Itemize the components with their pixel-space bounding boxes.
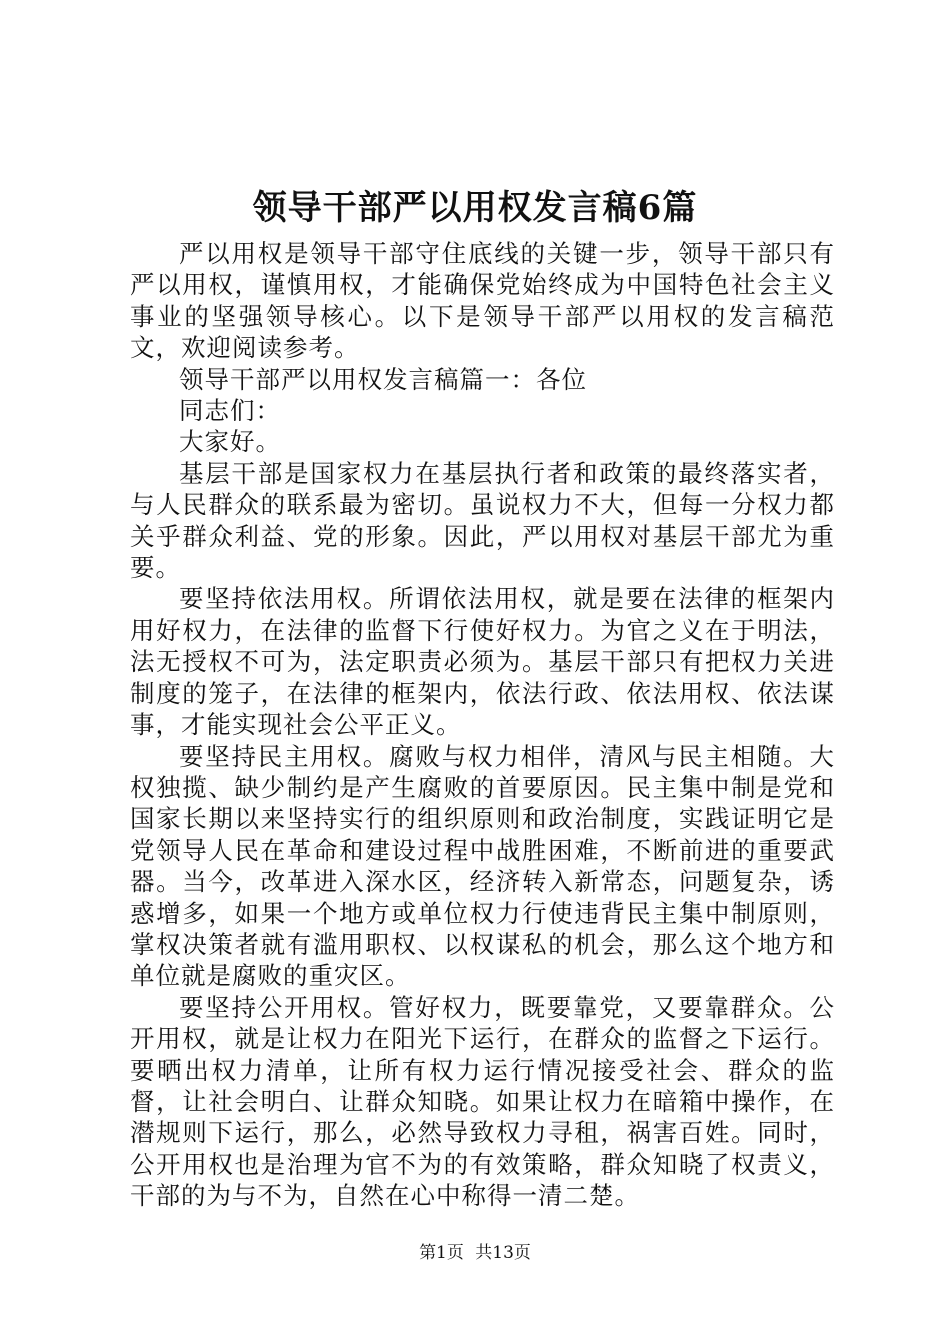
body-paragraph: 要坚持依法用权。所谓依法用权，就是要在法律的框架内用好权力，在法律的监督下行使好权力。为官之义在于明法，法无授权不可为，法定职责必须为。基层干部只有把权力关进制度的笼子，在法律的框架内，依法行政、依法用权、依法谋事，才能实现社会公平正义。: [130, 584, 835, 740]
body-paragraph: 基层干部是国家权力在基层执行者和政策的最终落实者，与人民群众的联系最为密切。虽说权力不大，但每一分权力都关乎群众利益、党的形象。因此，严以用权对基层干部尤为重要。: [130, 458, 835, 583]
body-paragraph: 要坚持公开用权。管好权力，既要靠党，又要靠群众。公开用权，就是让权力在阳光下运行，在群众的监督之下运行。要晒出权力清单，让所有权力运行情况接受社会、群众的监督，让社会明白、让群众知晓。如果让权力在暗箱中操作，在潜规则下运行，那么，必然导致权力寻租，祸害百姓。同时，公开用权也是治理为官不为的有效策略，群众知晓了权责义，干部的为与不为，自然在心中称得一清二楚。: [130, 992, 835, 1211]
body-paragraph: 严以用权是领导干部守住底线的关键一步，领导干部只有严以用权，谨慎用权，才能确保党始终成为中国特色社会主义事业的坚强领导核心。以下是领导干部严以用权的发言稿范文，欢迎阅读参考。: [130, 239, 835, 363]
document-body: [130, 238, 835, 1212]
body-paragraph: 要坚持民主用权。腐败与权力相伴，清风与民主相随。大权独揽、缺少制约是产生腐败的首要原因。民主集中制是党和国家长期以来坚持实行的组织原则和政治制度，实践证明它是党领导人民在革命和建设过程中战胜困难，不断前进的重要武器。当今，改革进入深水区，经济转入新常态，问题复杂，诱惑增多，如果一个地方或单位权力行使违背民主集中制原则，掌权决策者就有滥用职权、以权谋私的机会，那么这个地方和单位就是腐败的重灾区。: [130, 741, 835, 991]
body-paragraph: 大家好。: [179, 427, 281, 457]
body-paragraph: 领导干部严以用权发言稿篇一：各位: [179, 364, 587, 394]
page-total: 共13页: [475, 1243, 531, 1263]
page-number: 第1页: [419, 1243, 464, 1263]
body-paragraph: 同志们：: [179, 396, 281, 426]
document-title: 领导干部严以用权发言稿6篇: [252, 188, 698, 228]
page-footer: [0, 1242, 950, 1264]
